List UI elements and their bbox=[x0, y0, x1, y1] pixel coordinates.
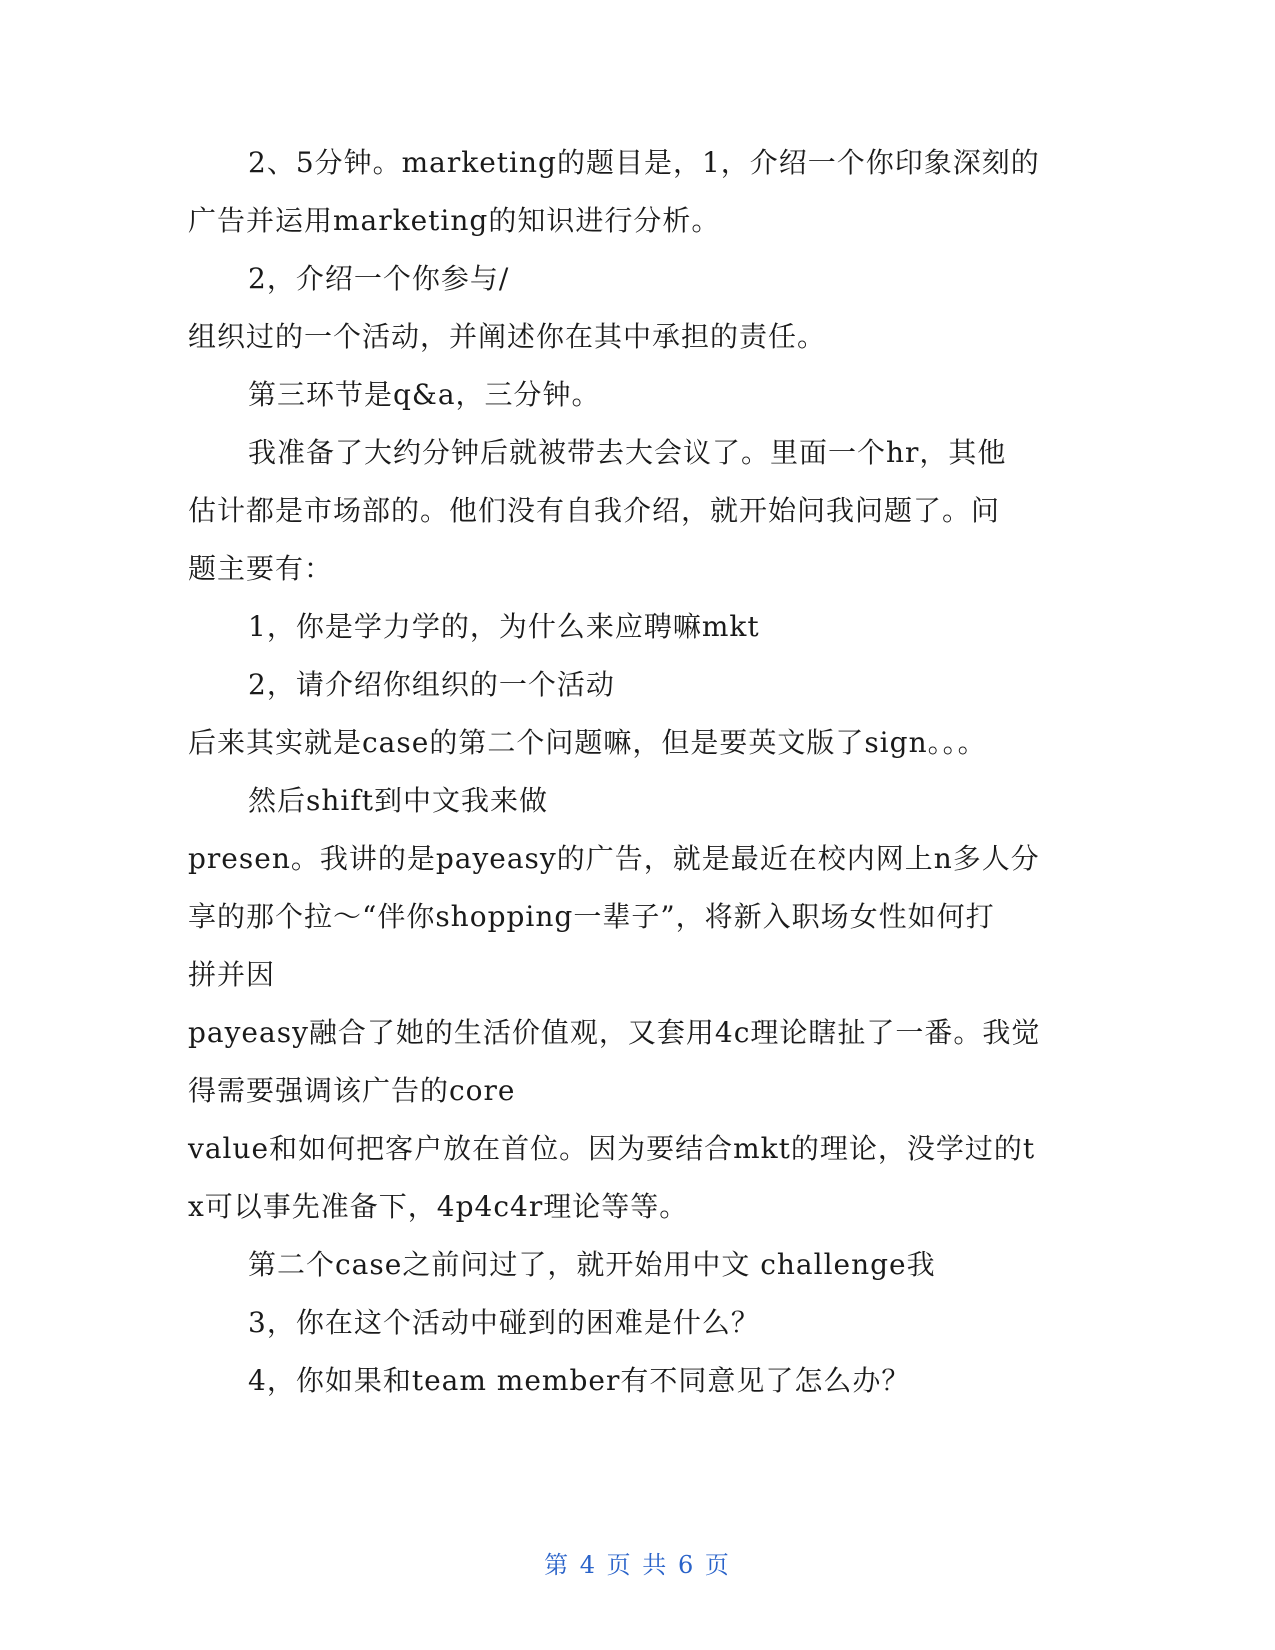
text-line: 2，介绍一个你参与/ bbox=[248, 262, 510, 295]
page-number-footer: 第 4 页 共 6 页 bbox=[544, 1551, 731, 1579]
text-line: 拼并因 bbox=[188, 958, 276, 991]
text-line: 我准备了大约分钟后就被带去大会议了。里面一个hr，其他 bbox=[248, 436, 1007, 469]
text-line: presen。我讲的是payeasy的广告，就是最近在校内网上n多人分 bbox=[188, 842, 1040, 875]
text-line: 得需要强调该广告的core bbox=[188, 1074, 516, 1107]
text-line: 估计都是市场部的。他们没有自我介绍，就开始问我问题了。问 bbox=[188, 494, 1001, 527]
text-line: 然后shift到中文我来做 bbox=[248, 784, 548, 817]
text-line: 2、5分钟。marketing的题目是，1，介绍一个你印象深刻的 bbox=[248, 146, 1040, 179]
text-line: 广告并运用marketing的知识进行分析。 bbox=[188, 204, 721, 237]
text-line: 1，你是学力学的，为什么来应聘嘛mkt bbox=[248, 610, 760, 643]
text-line: 题主要有： bbox=[188, 552, 334, 585]
text-line: payeasy融合了她的生活价值观，又套用4c理论瞎扯了一番。我觉 bbox=[188, 1016, 1041, 1049]
text-line: 组织过的一个活动，并阐述你在其中承担的责任。 bbox=[188, 320, 827, 353]
text-line: x可以事先准备下，4p4c4r理论等等。 bbox=[188, 1190, 689, 1223]
text-line: 3，你在这个活动中碰到的困难是什么？ bbox=[248, 1306, 760, 1339]
text-line: value和如何把客户放在首位。因为要结合mkt的理论，没学过的t bbox=[188, 1132, 1036, 1165]
text-line: 4，你如果和team member有不同意见了怎么办？ bbox=[248, 1364, 911, 1397]
text-line: 享的那个拉～“伴你shopping一辈子”，将新入职场女性如何打 bbox=[188, 900, 995, 933]
text-line: 后来其实就是case的第二个问题嘛，但是要英文版了sign。。。 bbox=[188, 726, 987, 759]
text-line: 2，请介绍你组织的一个活动 bbox=[248, 668, 615, 701]
text-line: 第二个case之前问过了，就开始用中文 challenge我 bbox=[248, 1248, 936, 1281]
text-line: 第三环节是q&a，三分钟。 bbox=[248, 378, 601, 411]
